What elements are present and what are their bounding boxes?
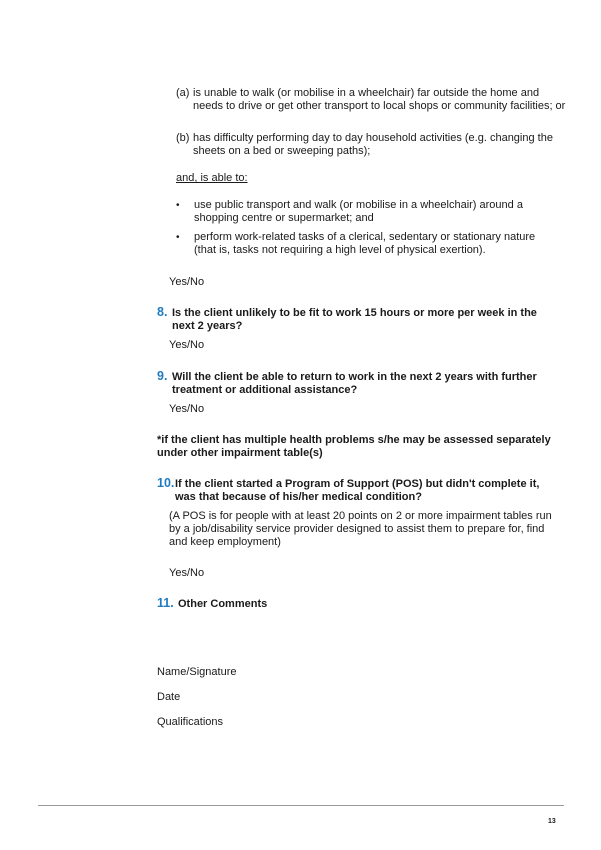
criterion-b-text: has difficulty performing day to day household activities (e.g. changing the sheets on a bed or sweeping paths); bbox=[193, 132, 553, 157]
criterion-a-label: (a) bbox=[176, 87, 190, 99]
question-number: 9. bbox=[157, 369, 168, 383]
question-8 bbox=[157, 307, 557, 333]
bullet-text-1: use public transport and walk (or mobilise in a wheelchair) around a shopping centre or supermarket; and bbox=[194, 199, 523, 224]
page-number: 13 bbox=[548, 818, 556, 825]
question-text: If the client started a Program of Support (POS) but didn't complete it, was that because of his/her medical condition? bbox=[175, 478, 540, 503]
question-number: 10. bbox=[157, 476, 175, 490]
bullet-dot-icon: • bbox=[176, 200, 180, 211]
question-11 bbox=[157, 598, 557, 611]
bullet-text-2: perform work-related tasks of a clerical, sedentary or stationary nature (that is, tasks not requiring a high level of physical exertion). bbox=[194, 231, 536, 256]
footer-divider bbox=[38, 805, 564, 806]
question-10 bbox=[157, 478, 562, 504]
name-signature-label: Name/Signature bbox=[157, 666, 237, 678]
answer-yes-no: Yes/No bbox=[169, 403, 205, 415]
question-9 bbox=[157, 371, 557, 397]
question-detail: (A POS is for people with at least 20 points on 2 or more impairment tables run by a job/disability service provider designed to assist them to prepare for, find and keep employment) bbox=[169, 510, 552, 548]
question-number: 11. bbox=[157, 596, 174, 610]
question-text: Other Comments bbox=[178, 598, 268, 610]
able-to-heading: and, is able to: bbox=[176, 172, 248, 184]
question-text: Will the client be able to return to work in the next 2 years with further treatment or additional assistance? bbox=[172, 371, 537, 396]
date-label: Date bbox=[157, 691, 181, 703]
impairment-note: *if the client has multiple health problems s/he may be assessed separately under other impairment table(s) bbox=[157, 434, 551, 459]
answer-yes-no: Yes/No bbox=[169, 276, 205, 288]
criterion-a bbox=[176, 87, 566, 113]
bullet-dot-icon: • bbox=[176, 232, 180, 243]
answer-yes-no: Yes/No bbox=[169, 567, 205, 579]
criterion-b-label: (b) bbox=[176, 132, 190, 144]
answer-yes-no: Yes/No bbox=[169, 339, 205, 351]
question-text: Is the client unlikely to be fit to work 15 hours or more per week in the next 2 years? bbox=[172, 307, 537, 332]
criterion-b bbox=[176, 132, 566, 158]
qualifications-label: Qualifications bbox=[157, 716, 224, 728]
criterion-a-text: is unable to walk (or mobilise in a wheelchair) far outside the home and needs to drive or get other transport to local shops or community facilities; or bbox=[193, 87, 566, 112]
bullet-item-1 bbox=[176, 199, 549, 225]
question-number: 8. bbox=[157, 305, 168, 319]
bullet-item-2 bbox=[176, 231, 549, 257]
